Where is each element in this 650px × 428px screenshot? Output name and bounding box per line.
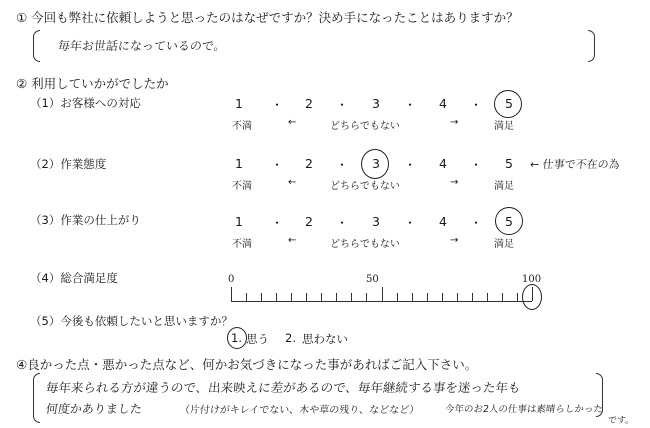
arrow-right-icon: →	[450, 235, 459, 246]
low-label: 不満	[232, 181, 252, 192]
scale-tick	[306, 293, 307, 301]
answer-4-line-2c: 今年のお2人の仕事は素晴らしかった	[444, 404, 604, 415]
again-option-2-label: 思わない	[302, 332, 348, 346]
scale-tick	[487, 293, 488, 301]
arrow-right-icon: →	[450, 117, 459, 128]
answer-1-handwriting: 毎年お世話になっているので。	[57, 39, 227, 53]
high-label: 満足	[494, 121, 514, 132]
again-selected-circle-mark	[227, 327, 247, 349]
scale-tick	[412, 293, 413, 301]
scale-num-3: 3	[372, 156, 380, 171]
item-3-label: （3）作業の仕上がり	[30, 213, 141, 227]
scale-tick	[276, 293, 277, 301]
selected-circle-mark	[495, 207, 523, 235]
again-option-2-number: 2.	[285, 331, 296, 345]
scale-num-2: 2	[305, 156, 313, 171]
item-1-label: （1）お客様への対応	[30, 96, 141, 110]
answer-4-bracket-left	[33, 373, 40, 423]
scale-tick	[291, 293, 292, 301]
mid-label: どちらでもない	[330, 239, 400, 250]
scale-tick	[366, 293, 367, 301]
item-2-label: （2）作業態度	[30, 157, 107, 171]
question-4-text: ④良かった点・悪かった点など、何かお気づきになった事があればご記入下さい。	[16, 357, 478, 372]
low-label: 不満	[232, 121, 252, 132]
scale-tick	[457, 293, 458, 301]
scale-num-4: 4	[439, 96, 447, 111]
arrow-left-icon: ←	[288, 235, 297, 246]
arrow-right-icon: →	[450, 177, 459, 188]
scale-num-1: 1	[235, 96, 243, 111]
mid-label: どちらでもない	[330, 121, 400, 132]
overall-scale-line	[231, 301, 532, 302]
answer-1-bracket-right	[588, 30, 595, 62]
scale-dot: ・	[470, 98, 483, 112]
scale-tick	[472, 293, 473, 301]
again-option-1-number: 1.	[231, 331, 242, 345]
scale-num-5: 5	[505, 96, 513, 111]
scale-tick	[502, 293, 503, 301]
scale-num-4: 4	[439, 214, 447, 229]
scale-dot: ・	[271, 98, 284, 112]
scale-dot: ・	[470, 158, 483, 172]
scale-dot: ・	[336, 216, 349, 230]
again-option-1-label: 思う	[246, 332, 269, 346]
answer-4-line-3: です。	[607, 416, 635, 426]
high-label: 満足	[494, 181, 514, 192]
scale-dot: ・	[470, 216, 483, 230]
scale-dot: ・	[271, 158, 284, 172]
scale-dot: ・	[336, 98, 349, 112]
answer-1-bracket-left	[33, 30, 40, 62]
scale-num-2: 2	[305, 214, 313, 229]
high-label: 満足	[494, 239, 514, 250]
item-2-note-handwriting: ← 仕事で不在の為	[529, 158, 621, 171]
overall-selected-circle-mark	[522, 284, 542, 310]
answer-4-line-1: 毎年来られる方が違うので、出来映えに差があるので、毎年継続する事を迷った年も	[45, 380, 522, 395]
scale-num-3: 3	[372, 214, 380, 229]
scale-tick	[427, 293, 428, 301]
scale-tick	[246, 293, 247, 301]
overall-tick-100: 100	[522, 274, 542, 285]
answer-4-line-2b: （片付けがキレイでない、木や草の残り、などなど）	[179, 405, 420, 416]
low-label: 不満	[232, 239, 252, 250]
scale-dot: ・	[336, 158, 349, 172]
scale-dot: ・	[404, 216, 417, 230]
arrow-left-icon: ←	[288, 177, 297, 188]
scale-dot: ・	[404, 98, 417, 112]
scale-tick	[397, 293, 398, 301]
mid-label: どちらでもない	[330, 181, 400, 192]
question-2-title: ② 利用していかがでしたか	[16, 76, 169, 91]
again-label: （5）今後も依頼したいと思いますか？	[30, 314, 233, 328]
scale-tick	[261, 293, 262, 301]
scale-dot: ・	[404, 158, 417, 172]
scale-tick	[382, 287, 383, 301]
scale-num-1: 1	[235, 214, 243, 229]
scale-tick	[351, 293, 352, 301]
scale-tick	[517, 293, 518, 301]
selected-circle-mark	[361, 149, 389, 179]
arrow-left-icon: ←	[288, 117, 297, 128]
scale-tick	[442, 293, 443, 301]
selected-circle-mark	[494, 90, 522, 118]
answer-4-line-2a: 何度かありました	[45, 402, 143, 416]
scale-num-1: 1	[235, 156, 243, 171]
scale-num-4: 4	[439, 156, 447, 171]
scale-tick	[231, 287, 232, 301]
overall-tick-50: 50	[366, 274, 379, 285]
overall-tick-0: 0	[228, 274, 235, 285]
scale-tick	[321, 293, 322, 301]
scale-dot: ・	[271, 216, 284, 230]
scale-num-3: 3	[372, 96, 380, 111]
question-1-text: ① 今回も弊社に依頼しようと思ったのはなぜですか？決め手になったことはありますか？	[16, 10, 519, 25]
scale-num-2: 2	[305, 96, 313, 111]
scale-num-5: 5	[505, 156, 513, 171]
scale-tick	[336, 293, 337, 301]
overall-label: （4）総合満足度	[30, 271, 118, 285]
scale-num-5: 5	[505, 214, 513, 229]
